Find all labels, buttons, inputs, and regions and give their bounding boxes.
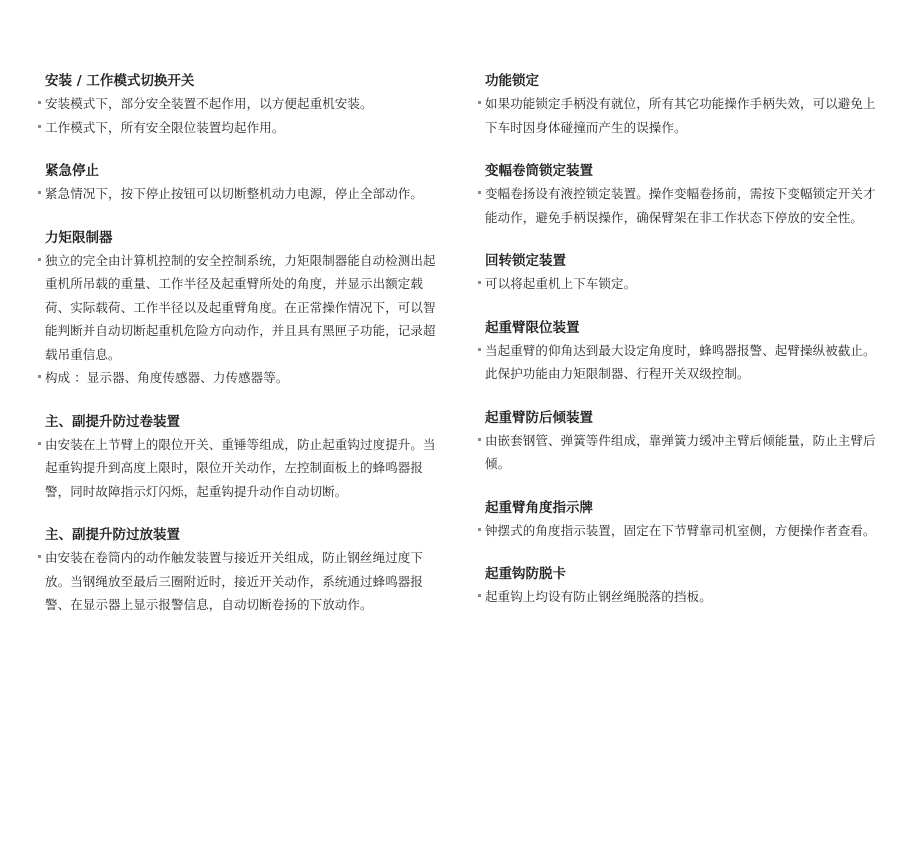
section-title: 安装 / 工作模式切换开关	[45, 73, 195, 89]
item-text: 可以将起重机上下车锁定。	[485, 276, 637, 291]
item-text: 由安装在上节臂上的限位开关、重锤等组成，防止起重钩过度提升。当起重钩提升到高度上限时，限位开关动作，左控制面板上的蜂鸣器报警，同时故障指示灯闪烁，起重钩提升动作自动切断。	[45, 436, 436, 499]
list-item	[478, 272, 878, 296]
section-install-mode-switch	[38, 71, 438, 139]
list-item	[478, 92, 878, 139]
section-title: 起重臂防后倾装置	[485, 409, 593, 426]
section-function-lock	[478, 71, 878, 139]
item-text: 独立的完全由计算机控制的安全控制系统，力矩限制器能自动检测出起重机所吊载的重量、工作半径及起重臂所处的角度，并显示出额定载荷、实际载荷、工作半径以及起重臂角度。在正常操作情况下，可以智能判断并自动切断起重机危险方向动作，并且具有黑匣子功能，记录超载吊重信息。	[45, 252, 436, 362]
section-title: 力矩限制器	[45, 229, 113, 246]
item-text: 由嵌套钢管、弹簧等件组成，靠弹簧力缓冲主臂后倾能量，防止主臂后倾。	[485, 432, 876, 471]
section-title: 变幅卷筒锁定装置	[485, 163, 593, 179]
section-boom-backstop	[478, 408, 878, 476]
section-title: 回转锁定装置	[485, 253, 566, 269]
section-hook-latch	[478, 564, 878, 609]
bullet-icon	[38, 249, 45, 273]
bullet-icon	[478, 429, 485, 453]
list-item	[38, 366, 438, 390]
section-title: 起重钩防脱卡	[485, 566, 566, 582]
bullet-icon	[478, 272, 485, 296]
list-item	[38, 92, 438, 116]
list-item	[38, 546, 438, 617]
section-over-hoist-protection	[38, 412, 438, 504]
bullet-icon	[478, 585, 485, 609]
section-title: 紧急停止	[45, 163, 99, 179]
bullet-icon	[478, 519, 485, 543]
right-column	[478, 71, 878, 631]
section-moment-limiter	[38, 228, 438, 390]
bullet-icon	[38, 116, 45, 140]
left-column	[38, 71, 438, 639]
item-text: 紧急情况下，按下停止按钮可以切断整机动力电源，停止全部动作。	[45, 186, 424, 201]
list-item	[478, 429, 878, 476]
item-text: 工作模式下，所有安全限位装置均起作用。	[45, 119, 285, 135]
section-title: 起重臂角度指示牌	[485, 499, 593, 516]
section-boom-angle-indicator	[478, 498, 878, 543]
section-title: 起重臂限位装置	[485, 319, 580, 336]
list-item	[38, 116, 438, 140]
item-text: 起重钩上均设有防止钢丝绳脱落的挡板。	[485, 589, 712, 604]
list-item	[478, 182, 878, 229]
item-text: 钟摆式的角度指示装置，固定在下节臂靠司机室侧，方便操作者查看。	[485, 522, 876, 538]
item-text: 构成 ：显示器、角度传感器、力传感器等。	[45, 370, 289, 385]
list-item	[38, 182, 438, 206]
section-title: 功能锁定	[485, 73, 539, 89]
list-item	[38, 249, 438, 367]
section-title: 主、副提升防过放装置	[45, 527, 180, 543]
section-luffing-drum-lock	[478, 161, 878, 229]
item-text: 当起重臂的仰角达到最大设定角度时，蜂鸣器报警、起臂操纵被截止。此保护功能由力矩限制器、行程开关双级控制。	[485, 342, 876, 381]
bullet-icon	[38, 366, 45, 390]
section-title: 主、副提升防过卷装置	[45, 413, 180, 430]
list-item	[478, 519, 878, 543]
item-text: 变幅卷扬设有液控锁定装置。操作变幅卷扬前，需按下变幅锁定开关才能动作，避免手柄误操作，确保臂架在非工作状态下停放的安全性。	[485, 186, 876, 225]
list-item	[478, 585, 878, 609]
bullet-icon	[38, 546, 45, 570]
bullet-icon	[38, 92, 45, 116]
section-over-lowering-protection	[38, 525, 438, 617]
section-boom-limit	[478, 318, 878, 386]
section-slewing-lock	[478, 251, 878, 296]
section-emergency-stop	[38, 161, 438, 206]
bullet-icon	[38, 433, 45, 457]
item-text: 由安装在卷筒内的动作触发装置与接近开关组成，防止钢丝绳过度下放。当钢绳放至最后三圈附近时，接近开关动作，系统通过蜂鸣器报警、在显示器上显示报警信息，自动切断卷扬的下放动作。	[45, 550, 424, 612]
bullet-icon	[478, 182, 485, 206]
list-item	[478, 339, 878, 386]
bullet-icon	[478, 339, 485, 363]
bullet-icon	[38, 182, 45, 206]
item-text: 如果功能锁定手柄没有就位，所有其它功能操作手柄失效，可以避免上下车时因身体碰撞而产生的误操作。	[485, 96, 876, 135]
bullet-icon	[478, 92, 485, 116]
list-item	[38, 433, 438, 504]
item-text: 安装模式下，部分安全装置不起作用，以方便起重机安装。	[45, 96, 373, 111]
